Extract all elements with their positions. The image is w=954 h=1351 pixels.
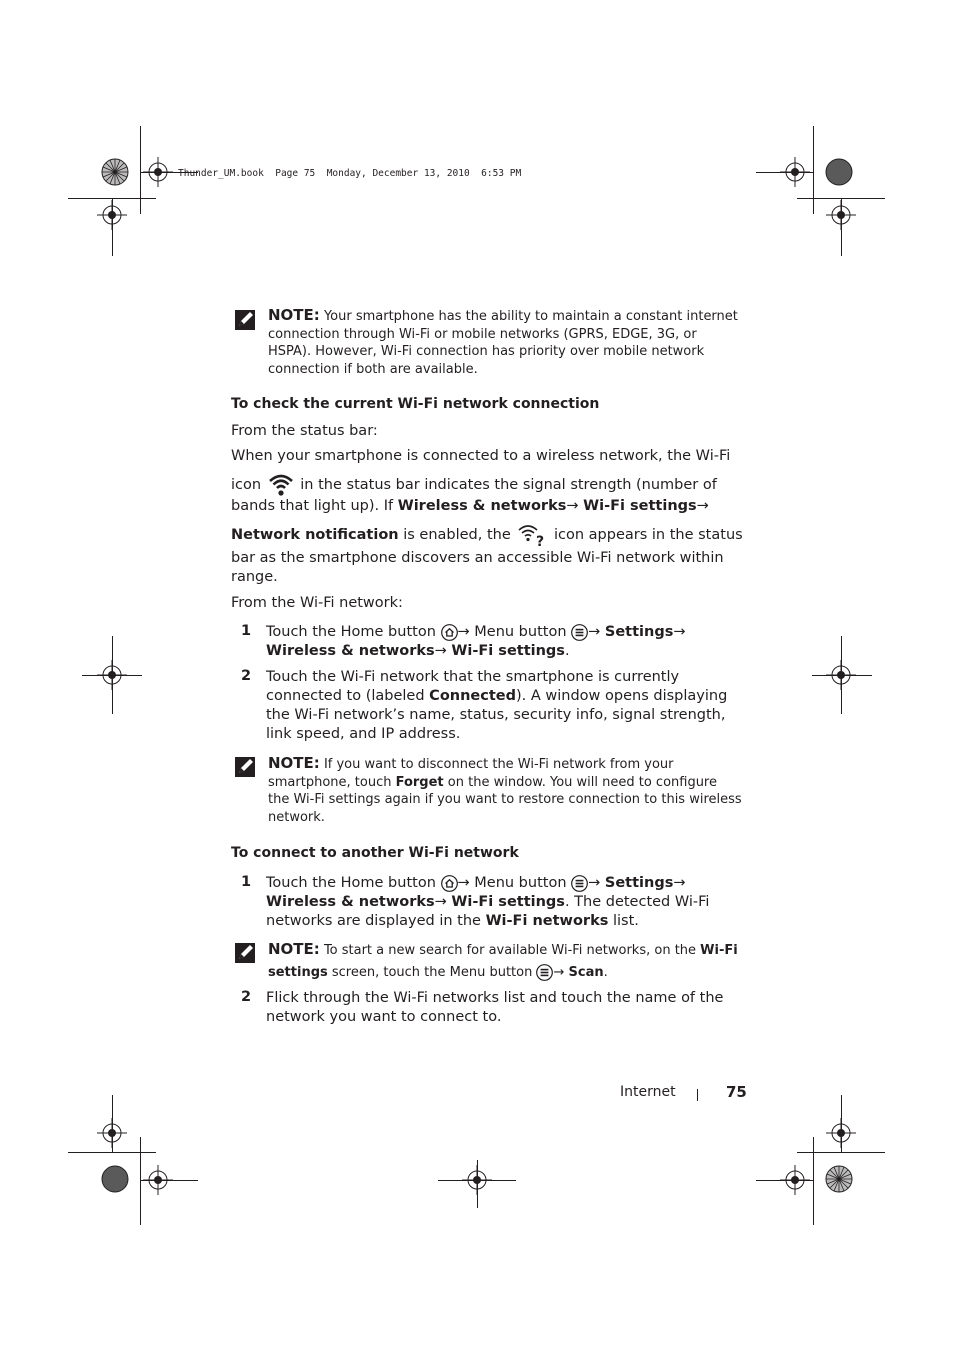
paragraph: From the status bar: [231,423,378,439]
registration-target-icon [780,157,810,187]
step-number: 1 [241,623,252,639]
note-pencil-icon [234,756,256,778]
note-label: NOTE: [268,940,320,958]
footer-section-name: Internet [620,1084,676,1100]
section-heading: To connect to another Wi-Fi network [231,845,519,861]
menu-path: Wireless & networks [266,894,435,910]
gray-disc-icon [101,1165,129,1193]
step-number: 1 [241,874,252,890]
menu-path: Settings [604,624,674,640]
footer-divider [697,1089,698,1101]
registration-target-icon [826,660,856,690]
step-number: 2 [241,989,252,1005]
registration-target-icon [826,200,856,230]
star-target-icon [101,158,129,186]
step-2: Flick through the Wi-Fi networks list and touch the name of the network you want to connect to. [266,990,724,1025]
step-1: Touch the Home button → Menu button → Settings→ Wireless & networks→ Wi-Fi settings. The detected Wi-Fi networks are displayed in the Wi-Fi networks list. [266,875,710,929]
paragraph: icon in the status bar indicates the signal strength (number of [231,472,751,498]
crop-mark [813,126,814,214]
star-target-icon [825,1165,853,1193]
note-label: NOTE: [268,754,320,772]
paragraph: bands that light up). If Wireless & networks→ Wi-Fi settings→ [231,498,709,514]
step-number: 2 [241,668,252,684]
note-pencil-icon [234,942,256,964]
menu-path: Settings [604,875,674,891]
crop-mark [797,1152,885,1153]
registration-target-icon [97,1118,127,1148]
note-2: NOTE: If you want to disconnect the Wi-Fi network from your smartphone, touch Forget on the window. You will need to configure the Wi-Fi settings again if you want to restore connection to this wireless network. [268,754,742,825]
svg-text:?: ? [536,534,545,548]
registration-target-icon [462,1165,492,1195]
step-1: Touch the Home button → Menu button → Settings→ Wireless & networks→ Wi-Fi settings. [266,624,686,659]
wifi-question-icon [517,522,547,548]
menu-path: Wireless & networks [266,643,435,659]
registration-target-icon [97,200,127,230]
gray-disc-icon [825,158,853,186]
menu-path: Network notification [231,527,399,543]
step-2: Touch the Wi-Fi network that the smartphone is currently connected to (labeled Connected). A window opens displaying the Wi-Fi network’s name, status, security info, signal strength, link speed, and IP address. [266,669,728,742]
page-number: 75 [726,1083,747,1101]
crop-mark [140,126,141,214]
home-button-icon [441,875,458,892]
note-label: NOTE: [268,306,320,324]
note-pencil-icon [234,309,256,331]
menu-path: Wireless & networks [397,498,567,514]
paragraph: bar as the smartphone discovers an accessible Wi-Fi network within [231,550,724,566]
home-button-icon [441,624,458,641]
menu-path: Wi-Fi settings [451,643,565,659]
registration-target-icon [143,1165,173,1195]
print-slug: Thunder_UM.book Page 75 Monday, December 13, 2010 6:53 PM [178,168,522,179]
paragraph: Network notification is enabled, the ? icon appears in the status [231,522,751,548]
paragraph: When your smartphone is connected to a wireless network, the Wi-Fi [231,448,731,464]
registration-target-icon [143,157,173,187]
note-1: NOTE: Your smartphone has the ability to maintain a constant internet connection through Wi-Fi or mobile networks (GPRS, EDGE, 3G, or HSPA). However, Wi-Fi connection has priority over mobile network connection if both are available. [268,306,738,377]
registration-target-icon [97,660,127,690]
paragraph: From the Wi-Fi network: [231,595,403,611]
section-heading: To check the current Wi-Fi network connection [231,396,600,412]
menu-button-icon [571,875,588,892]
crop-mark [813,1137,814,1225]
wifi-icon [268,472,294,498]
crop-mark [68,1152,156,1153]
registration-target-icon [826,1118,856,1148]
paragraph: range. [231,569,278,585]
crop-mark [140,1137,141,1225]
registration-target-icon [780,1165,810,1195]
menu-path: Wi-Fi settings [583,498,697,514]
menu-path: Wi-Fi settings [451,894,565,910]
menu-button-icon [571,624,588,641]
menu-button-icon [536,964,553,981]
note-3: NOTE: To start a new search for available Wi-Fi networks, on the Wi-Fi settings screen, touch the Menu button → Scan. [268,940,738,980]
